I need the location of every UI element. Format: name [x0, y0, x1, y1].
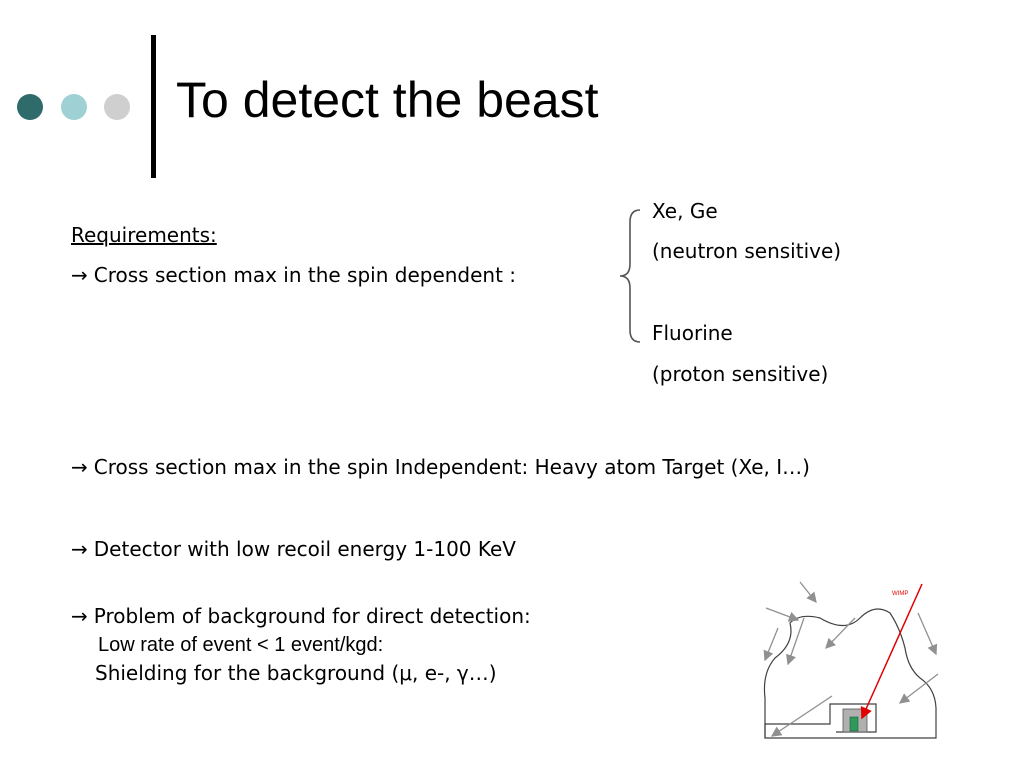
slide-bullet-grey [104, 94, 130, 120]
slide-bullet-dark [17, 94, 43, 120]
shielding-text: Shielding for the background (μ, e-, γ…) [95, 661, 497, 685]
bullet-spin-dependent [71, 263, 516, 287]
title-divider [151, 35, 156, 178]
spin-independent-text: Cross section max in the spin Independent: Heavy atom Target (Xe, I…) [93, 455, 810, 479]
background-text: Problem of background for direct detection: [93, 604, 531, 628]
background-arrow [900, 674, 938, 703]
bullet-spin-independent [71, 455, 810, 479]
background-arrow [800, 582, 816, 602]
detection-diagram [750, 578, 950, 746]
requirements-heading: Requirements: [71, 223, 217, 247]
arrow-icon: → [71, 537, 88, 561]
wimp-label: WIMP [892, 591, 909, 597]
detector-crystal [850, 717, 858, 731]
spin-dependent-text: Cross section max in the spin dependent : [93, 263, 517, 287]
brace-item-fluorine: Fluorine [652, 321, 733, 345]
slide-bullet-light [61, 94, 87, 120]
low-rate-text: Low rate of event < 1 event/kgd: [98, 634, 384, 656]
wimp-arrow [862, 584, 922, 718]
background-arrow [772, 696, 832, 736]
background-arrow [766, 608, 798, 620]
slide-title: To detect the beast [176, 72, 599, 128]
bullet-background [71, 604, 531, 628]
curly-brace-icon [614, 208, 644, 344]
brace-item-xe-ge: Xe, Ge [652, 199, 718, 223]
brace-item-proton: (proton sensitive) [652, 362, 829, 386]
arrow-icon: → [71, 604, 88, 628]
arrow-icon: → [71, 263, 88, 287]
background-arrow [765, 628, 778, 660]
bullet-detector [71, 537, 516, 561]
arrow-icon: → [71, 455, 88, 479]
brace-item-neutron: (neutron sensitive) [652, 239, 842, 263]
detector-text: Detector with low recoil energy 1-100 KeV [93, 537, 516, 561]
background-arrow [918, 613, 936, 654]
